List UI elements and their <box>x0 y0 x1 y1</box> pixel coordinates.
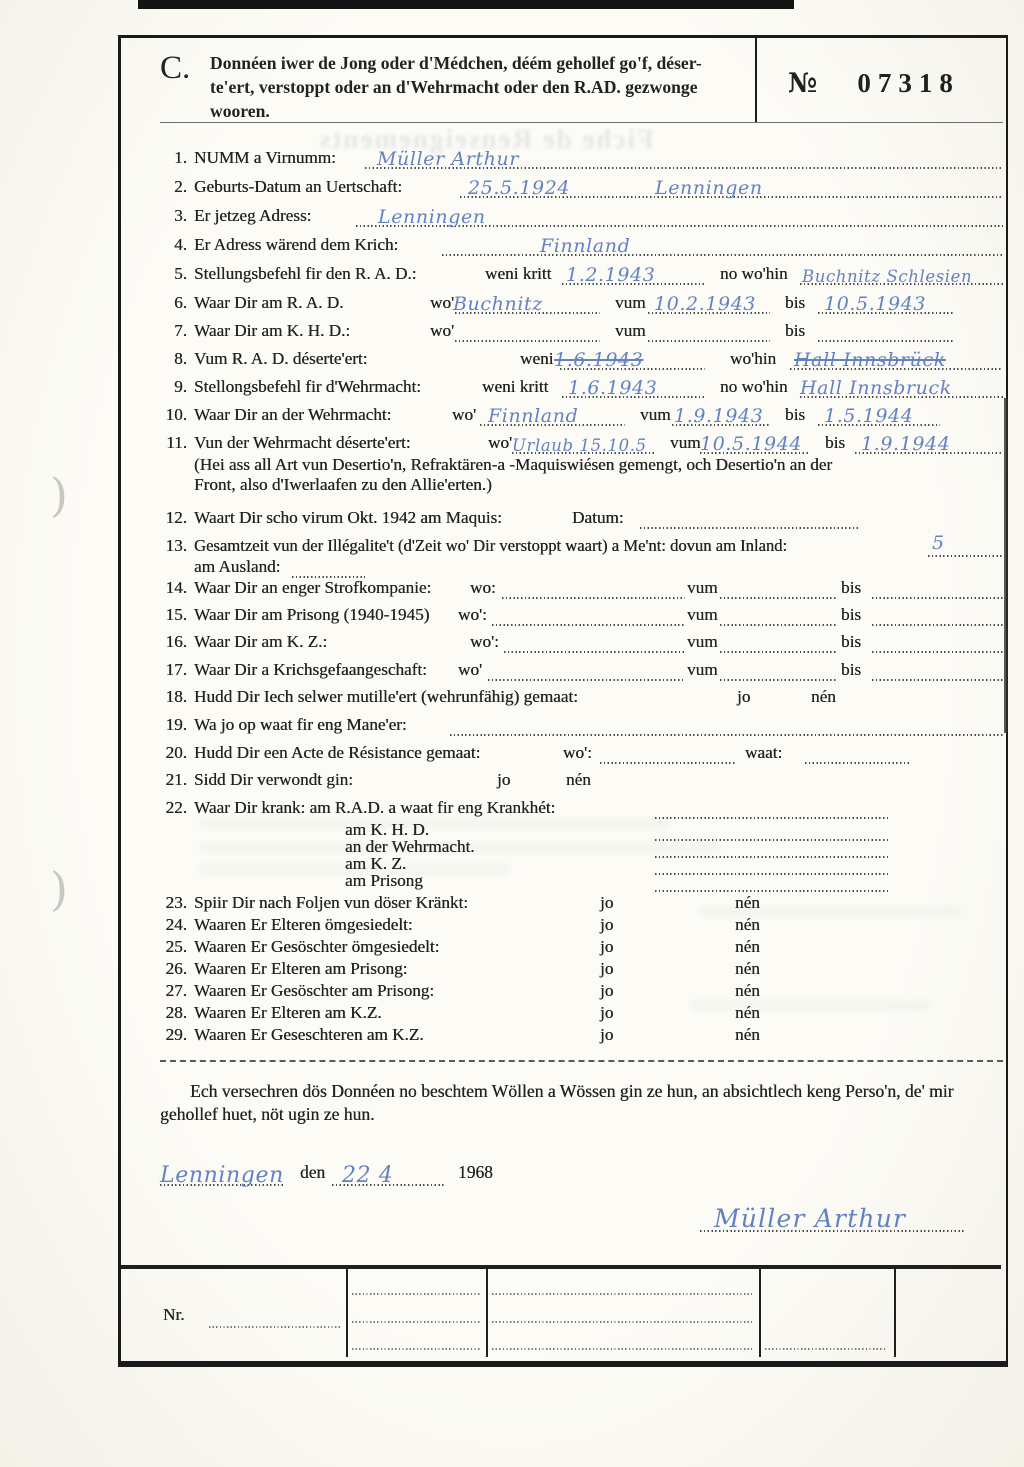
item-label: Waaren Er Elteren am K.Z. <box>194 1003 382 1022</box>
form-item-17 <box>160 660 1003 684</box>
dotted-field <box>453 293 600 315</box>
item-number: 21. <box>165 770 187 789</box>
handwritten-place: Finnland <box>488 405 579 427</box>
dotted-field <box>872 679 1003 681</box>
scan-paren-artifact: ) <box>50 468 68 522</box>
option-nen: nén <box>735 915 760 934</box>
keyword-bis: bis <box>841 660 862 679</box>
item-number: 17. <box>165 660 187 679</box>
sub-label: an der Wehrmacht. <box>345 837 475 856</box>
keyword-vum: vum <box>687 660 718 679</box>
item-number: 16. <box>165 632 187 651</box>
form-item-15 <box>160 605 1003 629</box>
keyword-vum: vum <box>670 433 701 452</box>
form-item-9 <box>160 377 1003 401</box>
handwritten-date: 22 4 <box>342 1163 394 1188</box>
keyword-vum: vum <box>615 293 646 312</box>
keyword-bis: bis <box>785 405 806 424</box>
item-label: Waart Dir scho virum Okt. 1942 am Maquis: <box>194 508 502 527</box>
item-number: 26. <box>165 959 187 978</box>
handwritten-place: Buchnitz <box>453 293 543 315</box>
dotted-field <box>640 527 860 529</box>
item-number: 28. <box>165 1003 187 1022</box>
option-nen: nén <box>811 687 836 706</box>
table-dotted-field <box>492 1321 752 1323</box>
dotted-field <box>720 624 838 626</box>
dotted-field <box>655 817 888 819</box>
keyword-weni: weni <box>520 349 554 368</box>
dotted-field <box>562 264 706 286</box>
item-number: 15. <box>165 605 187 624</box>
option-jo: jo <box>600 959 614 978</box>
dotted-field <box>600 762 735 764</box>
dotted-field <box>480 405 625 427</box>
handwritten-months: 5 <box>932 532 945 554</box>
keyword-wo: wo' <box>452 405 477 424</box>
handwritten-war-address: Finnland <box>540 235 631 257</box>
handwritten-date: 10.5.1943 <box>824 293 927 315</box>
form-item-23 <box>160 893 1003 917</box>
handwritten-date: 1.9.1943 <box>674 405 764 427</box>
form-item-22-sub-4 <box>160 871 1003 895</box>
option-nen: nén <box>735 959 760 978</box>
item-number: 6. <box>174 293 187 312</box>
dotted-field <box>450 734 1003 736</box>
item-label: Waaren Er Elteren am Prisong: <box>194 959 408 978</box>
header-rule <box>160 122 1003 123</box>
item-number: 14. <box>165 578 187 597</box>
dotted-field <box>855 433 1003 455</box>
signature-line <box>160 1190 1003 1232</box>
dotted-field <box>562 377 705 399</box>
item-label: Waar Dir am R. A. D. <box>194 293 344 312</box>
dotted-field <box>332 1163 445 1188</box>
item-label: Waar Dir an der Wehrmacht: <box>194 405 392 424</box>
keyword-bis: bis <box>841 578 862 597</box>
item-number: 7. <box>174 321 187 340</box>
keyword-datum: Datum: <box>572 508 624 527</box>
handwritten-place: Urlaub 15.10.5 <box>512 435 647 455</box>
item-label: Vum R. A. D. déserte'ert: <box>194 349 368 368</box>
option-jo: jo <box>600 915 614 934</box>
option-jo: jo <box>497 770 511 789</box>
dotted-field <box>442 235 1003 257</box>
keyword-waat: waat: <box>745 743 783 762</box>
table-dotted-field <box>352 1321 480 1323</box>
item-label: Waar Dir an enger Strofkompanie: <box>194 578 432 597</box>
form-item-12 <box>160 508 1003 532</box>
item-label: Waar Dir am K. Z.: <box>194 632 328 651</box>
keyword-weni-kritt: weni kritt <box>482 377 549 396</box>
dotted-field <box>800 377 1003 399</box>
item-number: 9. <box>174 377 187 396</box>
item-label: Wa jo op waat fir eng Mane'er: <box>194 715 407 734</box>
scan-streak-artifact <box>1004 398 1008 733</box>
table-dotted-field <box>492 1293 752 1295</box>
table-divider <box>346 1269 348 1357</box>
keyword-no-wohin: no wo'hin <box>720 264 788 283</box>
sub-label: am K. Z. <box>345 854 407 873</box>
form-item-18 <box>160 687 1003 711</box>
item-label: Waar Dir krank: am R.A.D. a waat fir eng Krankhét: <box>194 798 556 817</box>
item-label: Vun der Wehrmacht déserte'ert: <box>194 433 411 452</box>
item-label: Stellungsbefehl fir den R. A. D.: <box>194 264 417 283</box>
item-number: 11. <box>166 433 187 452</box>
item-label: Spiir Dir nach Foljen vun döser Kränkt: <box>194 893 469 912</box>
handwritten-date: 1.9.1944 <box>861 433 951 455</box>
form-item-26 <box>160 959 1003 983</box>
heading-line: wooren. <box>210 100 270 121</box>
form-item-14 <box>160 578 1003 602</box>
handwritten-date: 1.5.1944 <box>824 405 914 427</box>
keyword-bis: bis <box>785 321 806 340</box>
keyword-wo: wo': <box>563 743 592 762</box>
dotted-field <box>512 435 655 455</box>
item-number: 8. <box>174 349 187 368</box>
dotted-field <box>648 340 770 342</box>
dotted-field <box>805 762 910 764</box>
item-number: 29. <box>165 1025 187 1044</box>
keyword-wo: wo' <box>430 293 455 312</box>
form-item-20 <box>160 743 1003 767</box>
handwritten-birthplace: Lenningen <box>655 177 763 199</box>
item-number: 23. <box>165 893 187 912</box>
item-label: Waaren Er Elteren ömgesiedelt: <box>194 915 413 934</box>
item-number: 20. <box>165 743 187 762</box>
item-number: 19. <box>165 715 187 734</box>
option-jo: jo <box>600 893 614 912</box>
form-item-28 <box>160 1003 1003 1027</box>
item-number: 27. <box>165 981 187 1000</box>
form-number <box>788 68 960 99</box>
item-number: 18. <box>165 687 187 706</box>
form-item-19 <box>160 715 1003 739</box>
item-number: 2. <box>174 177 187 196</box>
dotted-field <box>720 597 838 599</box>
handwritten-birthdate: 25.5.1924 <box>468 177 571 199</box>
dotted-field <box>720 679 838 681</box>
section-heading <box>210 52 755 123</box>
item-label: Waaren Er Gesöschter am Prisong: <box>194 981 435 1000</box>
dotted-field <box>488 679 685 681</box>
handwritten-place-struck: Hall Innsbrück <box>794 349 946 371</box>
item-label: Hudd Dir een Acte de Résistance gemaat: <box>194 743 481 762</box>
item-label: Hudd Dir Iech selwer mutille'ert (wehrunfähig) gemaat: <box>194 687 578 706</box>
footer-table <box>121 1265 1001 1357</box>
dotted-field <box>790 349 1003 371</box>
dotted-field <box>554 349 705 371</box>
form-item-24 <box>160 915 1003 939</box>
dotted-field <box>818 293 955 315</box>
keyword-wohin: wo'hin <box>730 349 777 368</box>
item-number: 4. <box>174 235 187 254</box>
keyword-den: den <box>300 1162 326 1182</box>
handwritten-date: 10.2.1943 <box>654 293 757 315</box>
keyword-wo: wo' <box>458 660 483 679</box>
table-divider <box>894 1269 896 1357</box>
form-item-4 <box>160 235 1003 259</box>
item-label: Waaren Er Geseschteren am K.Z. <box>194 1025 424 1044</box>
dotted-field <box>818 340 955 342</box>
form-item-11 <box>160 433 1003 457</box>
keyword-wo: wo: <box>470 578 496 597</box>
keyword-weni-kritt: weni kritt <box>485 264 552 283</box>
table-dotted-field <box>209 1326 341 1328</box>
keyword-wo: wo': <box>458 605 487 624</box>
item-11-note-line-1: (Hei ass all Art vun Desertio'n, Refraktären-a -Maquiswiésen gemengt, och Desertio'n an der <box>194 455 833 474</box>
dotted-field <box>872 651 1003 653</box>
table-dotted-field <box>352 1293 480 1295</box>
year-label: 1968 <box>458 1162 493 1182</box>
option-nen: nén <box>735 981 760 1000</box>
form-item-22 <box>160 798 1003 822</box>
handwritten-place: Hall Innsbruck <box>800 377 952 399</box>
dotted-field <box>455 340 600 342</box>
option-nen: nén <box>566 770 591 789</box>
item-number: 1. <box>174 148 187 167</box>
table-divider <box>759 1269 761 1357</box>
sub-label: am K. H. D. <box>345 820 430 839</box>
scan-paren-artifact: ) <box>50 862 68 916</box>
dotted-field <box>872 597 1003 599</box>
keyword-wo: wo' <box>430 321 455 340</box>
item-label: am Ausland: <box>194 557 281 576</box>
table-dotted-field <box>765 1348 887 1350</box>
item-label: NUMM a Virnumm: <box>194 148 336 167</box>
table-dotted-field <box>352 1348 480 1350</box>
item-label: Sidd Dir verwondt gin: <box>194 770 353 789</box>
handwritten-date: 10.5.1944 <box>700 433 803 455</box>
dotted-field <box>700 1204 965 1233</box>
handwritten-date: 1.6.1943 <box>568 377 658 399</box>
item-label: Geburts-Datum an Uertschaft: <box>194 177 403 196</box>
item-number: 25. <box>165 937 187 956</box>
dotted-field <box>160 1163 285 1188</box>
table-dotted-field <box>492 1348 752 1350</box>
form-item-3 <box>160 206 1003 230</box>
item-label: Er Adress wärend dem Krich: <box>194 235 399 254</box>
item-number: 12. <box>165 508 187 527</box>
handwritten-date: 1.2.1943 <box>566 264 656 286</box>
option-jo: jo <box>600 1003 614 1022</box>
option-jo: jo <box>737 687 751 706</box>
dotted-field <box>502 597 685 599</box>
dotted-field <box>720 651 838 653</box>
item-label: Waar Dir am K. H. D.: <box>194 321 351 340</box>
dotted-field <box>672 405 770 427</box>
handwritten-place: Buchnitz Schlesien <box>802 266 973 286</box>
handwritten-place: Lenningen <box>160 1163 284 1188</box>
declaration-paragraph: Ech versechren dös Donnéen no beschtem Wöllen a Wössen gin ze hun, an absichtlech keng Perso'n, de' mir gehollef huet, nöt ugin ze hun. <box>160 1081 954 1125</box>
item-label: Er jetzeg Adress: <box>194 206 312 225</box>
table-divider <box>486 1269 488 1357</box>
item-label: Waar Dir am Prisong (1940-1945) <box>194 605 430 624</box>
section-separator <box>160 1060 1003 1062</box>
option-jo: jo <box>600 937 614 956</box>
form-item-5 <box>160 264 1003 288</box>
option-nen: nén <box>735 1003 760 1022</box>
form-item-16 <box>160 632 1003 656</box>
keyword-wo: wo' <box>488 433 513 452</box>
dotted-field <box>356 206 1003 228</box>
keyword-vum: vum <box>687 578 718 597</box>
header-divider <box>755 37 757 122</box>
dotted-field <box>655 890 888 892</box>
option-jo: jo <box>600 981 614 1000</box>
place-date-line <box>160 1158 1003 1188</box>
option-jo: jo <box>600 1025 614 1044</box>
item-number: 24. <box>165 915 187 934</box>
item-label: Waaren Er Gesöschter ömgesiedelt: <box>194 937 440 956</box>
dotted-field <box>365 148 1003 170</box>
dotted-field <box>492 624 685 626</box>
item-number: 13. <box>165 536 187 555</box>
item-number: 10. <box>165 405 187 424</box>
keyword-bis: bis <box>785 293 806 312</box>
dotted-field <box>700 433 810 455</box>
sub-label: am Prisong <box>345 871 423 890</box>
form-number-value: 07318 <box>857 68 960 98</box>
dotted-field <box>818 405 940 427</box>
scan-edge-artifact <box>138 0 794 9</box>
keyword-bis: bis <box>841 605 862 624</box>
handwritten-date-struck: 1.6.1943 <box>554 349 644 371</box>
handwritten-name: Müller Arthur <box>377 148 520 170</box>
bleedthrough-title: Fiche de Renseignements <box>318 124 654 154</box>
dotted-field <box>648 293 770 315</box>
option-nen: nén <box>735 937 760 956</box>
item-number: 5. <box>174 264 187 283</box>
keyword-wo: wo': <box>470 632 499 651</box>
section-letter: C. <box>160 50 191 86</box>
item-11-note-line-2: Front, also d'Iwerlaafen zu den Allie'erten.) <box>194 475 492 494</box>
item-label: Gesamtzeit vun der Illégalite't (d'Zeit wo' Dir verstoppt waart) a Me'nt: dovun am Inland: <box>194 536 788 555</box>
keyword-bis: bis <box>825 433 846 452</box>
item-number: 22. <box>165 798 187 817</box>
option-nen: nén <box>735 893 760 912</box>
heading-line: te'ert, verstoppt oder an d'Wehrmacht oder den R.AD. gezwonge <box>210 76 698 97</box>
keyword-vum: vum <box>640 405 671 424</box>
numero-symbol: № <box>788 68 818 99</box>
dotted-field <box>504 651 685 653</box>
form-item-2 <box>160 177 1003 201</box>
form-item-6 <box>160 293 1003 317</box>
nr-label: Nr. <box>163 1305 185 1324</box>
keyword-vum: vum <box>687 632 718 651</box>
heading-line: Donnéen iwer de Jong oder d'Médchen, déém gehollef go'f, déser- <box>210 53 702 73</box>
form-item-8 <box>160 349 1003 373</box>
form-item-21 <box>160 770 1003 794</box>
item-label: Stellongsbefehl fir d'Wehrmacht: <box>194 377 421 396</box>
dotted-field <box>460 177 1003 199</box>
form-item-27 <box>160 981 1003 1005</box>
handwritten-address: Lenningen <box>378 206 486 228</box>
handwritten-signature: Müller Arthur <box>714 1204 907 1233</box>
form-item-29 <box>160 1025 1003 1049</box>
item-label: Waar Dir a Krichsgefaangeschaft: <box>194 660 427 679</box>
dotted-field <box>872 624 1003 626</box>
form-item-7 <box>160 321 1003 345</box>
item-number: 3. <box>174 206 187 225</box>
keyword-vum: vum <box>615 321 646 340</box>
option-nen: nén <box>735 1025 760 1044</box>
form-item-1 <box>160 148 1003 172</box>
keyword-no-wohin: no wo'hin <box>720 377 788 396</box>
dotted-field <box>800 266 1003 286</box>
form-item-25 <box>160 937 1003 961</box>
keyword-vum: vum <box>687 605 718 624</box>
form-item-10 <box>160 405 1003 429</box>
keyword-bis: bis <box>841 632 862 651</box>
